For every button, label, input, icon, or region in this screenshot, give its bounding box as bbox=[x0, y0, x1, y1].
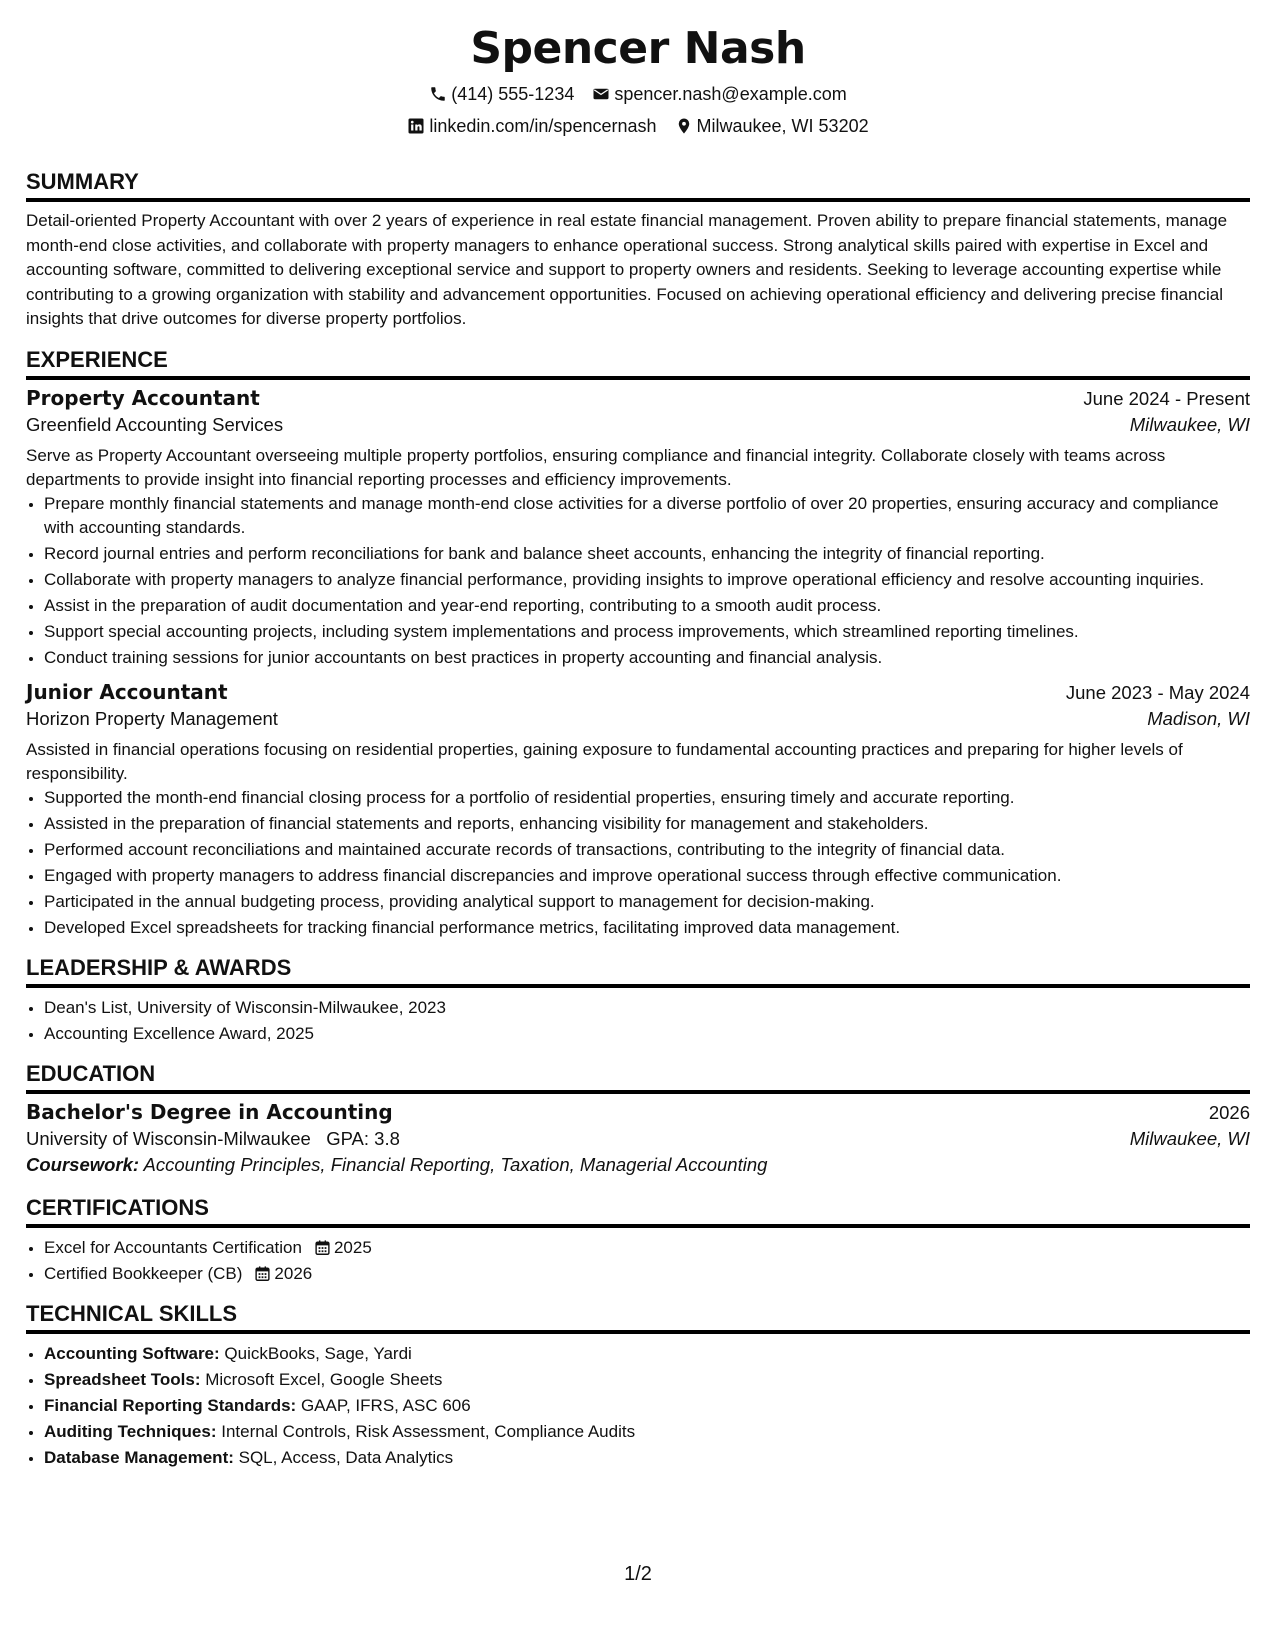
experience-section bbox=[26, 346, 1250, 940]
resume-page bbox=[26, 0, 1250, 1585]
skill-value: Internal Controls, Risk Assessment, Compliance Audits bbox=[221, 1421, 636, 1441]
job-location: Milwaukee, WI bbox=[1129, 413, 1250, 435]
job-dates: June 2024 - Present bbox=[1083, 387, 1250, 409]
skill-label: Spreadsheet Tools: bbox=[44, 1369, 201, 1389]
phone-icon bbox=[429, 85, 447, 103]
email-contact[interactable] bbox=[592, 78, 846, 110]
page-number: 1/2 bbox=[624, 1563, 652, 1585]
skill-label: Financial Reporting Standards: bbox=[44, 1395, 297, 1415]
job-bullets bbox=[26, 492, 1250, 670]
job-bullets bbox=[26, 786, 1250, 940]
list-item: • Dean's List, University of Wisconsin-Milwaukee, 2023 bbox=[44, 996, 1250, 1020]
phone-text: (414) 555-1234 bbox=[451, 84, 575, 104]
certifications-heading: CERTIFICATIONS bbox=[26, 1194, 1250, 1228]
list-item bbox=[44, 1394, 1250, 1418]
skills-list bbox=[26, 1342, 1250, 1470]
job-description: Assisted in financial operations focusing on residential properties, gaining exposure to fundamental accounting practices and preparing for higher levels of responsibility. bbox=[26, 739, 1183, 783]
calendar-icon bbox=[254, 1265, 271, 1282]
education-subheader bbox=[26, 1128, 1250, 1150]
linkedin-text[interactable]: linkedin.com/in/spencernash bbox=[429, 116, 657, 136]
job-location: Madison, WI bbox=[1147, 707, 1250, 729]
certification-name: • Certified Bookkeeper (CB) bbox=[44, 1263, 243, 1283]
list-item bbox=[44, 1446, 1250, 1470]
certification-date bbox=[254, 1262, 312, 1286]
job-entry bbox=[26, 680, 1250, 940]
certifications-list bbox=[26, 1236, 1250, 1286]
list-item bbox=[44, 1342, 1250, 1366]
envelope-icon bbox=[592, 85, 610, 103]
candidate-name: Spencer Nash bbox=[470, 23, 806, 74]
map-pin-icon bbox=[675, 117, 693, 135]
list-item: • Supported the month-end financial closing process for a portfolio of residential properties, ensuring timely and accurate reporting. bbox=[44, 786, 1250, 810]
list-item: • Support special accounting projects, including system implementations and process improvements, which streamlined reporting timelines. bbox=[44, 620, 1250, 644]
education-header bbox=[26, 1100, 1250, 1124]
list-item: • Participated in the annual budgeting process, providing analytical support to management for decision-making. bbox=[44, 890, 1250, 914]
list-item: • Conduct training sessions for junior accountants on best practices in property accounting and financial analysis. bbox=[44, 646, 1250, 670]
location-text: Milwaukee, WI 53202 bbox=[696, 116, 869, 136]
skill-label: Auditing Techniques: bbox=[44, 1421, 217, 1441]
certifications-section bbox=[26, 1194, 1250, 1286]
job-subheader bbox=[26, 708, 1250, 730]
list-item: • Engaged with property managers to address financial discrepancies and improve operational success through effective communication. bbox=[44, 864, 1250, 888]
skill-value: QuickBooks, Sage, Yardi bbox=[224, 1343, 412, 1363]
job-dates: June 2023 - May 2024 bbox=[1065, 681, 1250, 703]
job-description: Serve as Property Accountant overseeing multiple property portfolios, ensuring compliance and financial integrity. Collaborate closely with teams across departments to provide insight into financial reporting processes and efficiency improvements. bbox=[26, 445, 1166, 489]
awards-list bbox=[26, 996, 1250, 1046]
skills-section bbox=[26, 1300, 1250, 1470]
list-item: • Prepare monthly financial statements and manage month-end close activities for a diverse portfolio of over 20 properties, ensuring accuracy and compliance with accounting standards. bbox=[44, 492, 1250, 540]
job-subheader bbox=[26, 414, 1250, 436]
phone-contact bbox=[429, 78, 574, 110]
graduation-year: 2026 bbox=[1208, 1101, 1250, 1123]
summary-heading: SUMMARY bbox=[26, 168, 1250, 202]
school-name: University of Wisconsin-Milwaukee bbox=[26, 1127, 311, 1149]
list-item bbox=[44, 1262, 1250, 1286]
certification-name: • Excel for Accountants Certification bbox=[44, 1237, 302, 1257]
school-location: Milwaukee, WI bbox=[1129, 1127, 1250, 1149]
list-item: • Developed Excel spreadsheets for tracking financial performance metrics, facilitating improved data management. bbox=[44, 916, 1250, 940]
job-header bbox=[26, 680, 1250, 704]
awards-heading: LEADERSHIP & AWARDS bbox=[26, 954, 1250, 988]
email-text[interactable]: spencer.nash@example.com bbox=[614, 84, 847, 104]
linkedin-icon bbox=[407, 117, 425, 135]
linkedin-contact[interactable] bbox=[407, 110, 656, 142]
job-title: Junior Accountant bbox=[26, 679, 228, 704]
contact-row-1 bbox=[26, 78, 1250, 110]
location-contact bbox=[675, 110, 869, 142]
experience-heading: EXPERIENCE bbox=[26, 346, 1250, 380]
calendar-icon bbox=[314, 1239, 331, 1256]
school-line bbox=[26, 1128, 400, 1150]
coursework-label: Coursework: bbox=[26, 1153, 140, 1175]
skill-value: SQL, Access, Data Analytics bbox=[238, 1447, 454, 1467]
job-company: Greenfield Accounting Services bbox=[26, 413, 284, 435]
list-item: • Assisted in the preparation of financial statements and reports, enhancing visibility for management and stakeholders. bbox=[44, 812, 1250, 836]
coursework bbox=[26, 1154, 1250, 1176]
list-item: • Assist in the preparation of audit documentation and year-end reporting, contributing to a smooth audit process. bbox=[44, 594, 1250, 618]
list-item: • Performed account reconciliations and maintained accurate records of transactions, contributing to the integrity of financial data. bbox=[44, 838, 1250, 862]
list-item bbox=[44, 1420, 1250, 1444]
summary-section bbox=[26, 168, 1250, 332]
summary-text: Detail-oriented Property Accountant with over 2 years of experience in real estate financial management. Proven ability to prepare financial statements, manage month-end close activities, and collaborate with property managers to enhance operational success. Strong analytical skills paired with expertise in Excel and accounting software, committed to delivering exceptional service and support to property owners and residents. Seeking to leverage accounting expertise while contributing to a growing organization with stability and advancement opportunities. Focused on achieving operational efficiency and delivering precise financial insights that drive outcomes for diverse property portfolios. bbox=[26, 211, 1228, 328]
list-item bbox=[44, 1368, 1250, 1392]
skill-value: GAAP, IFRS, ASC 606 bbox=[300, 1395, 471, 1415]
gpa: GPA: 3.8 bbox=[326, 1127, 400, 1149]
skill-value: Microsoft Excel, Google Sheets bbox=[205, 1369, 443, 1389]
list-item bbox=[44, 1236, 1250, 1260]
coursework-list: Accounting Principles, Financial Reporting, Taxation, Managerial Accounting bbox=[143, 1153, 768, 1175]
list-item: • Record journal entries and perform reconciliations for bank and balance sheet accounts, enhancing the integrity of financial reporting. bbox=[44, 542, 1250, 566]
job-header bbox=[26, 386, 1250, 410]
list-item: • Accounting Excellence Award, 2025 bbox=[44, 1022, 1250, 1046]
certification-year: 2026 bbox=[274, 1263, 313, 1283]
skills-heading: TECHNICAL SKILLS bbox=[26, 1300, 1250, 1334]
list-item: • Collaborate with property managers to analyze financial performance, providing insights to improve operational efficiency and resolve accounting inquiries. bbox=[44, 568, 1250, 592]
job-title: Property Accountant bbox=[26, 385, 260, 410]
job-company: Horizon Property Management bbox=[26, 707, 278, 729]
awards-section bbox=[26, 954, 1250, 1046]
degree-title: Bachelor's Degree in Accounting bbox=[26, 1099, 393, 1124]
job-entry bbox=[26, 386, 1250, 670]
education-heading: EDUCATION bbox=[26, 1060, 1250, 1094]
skill-label: Database Management: bbox=[44, 1447, 234, 1467]
skill-label: Accounting Software: bbox=[44, 1343, 220, 1363]
education-section bbox=[26, 1060, 1250, 1176]
contact-row-2 bbox=[26, 110, 1250, 142]
certification-date bbox=[314, 1236, 372, 1260]
certification-year: 2025 bbox=[333, 1237, 372, 1257]
